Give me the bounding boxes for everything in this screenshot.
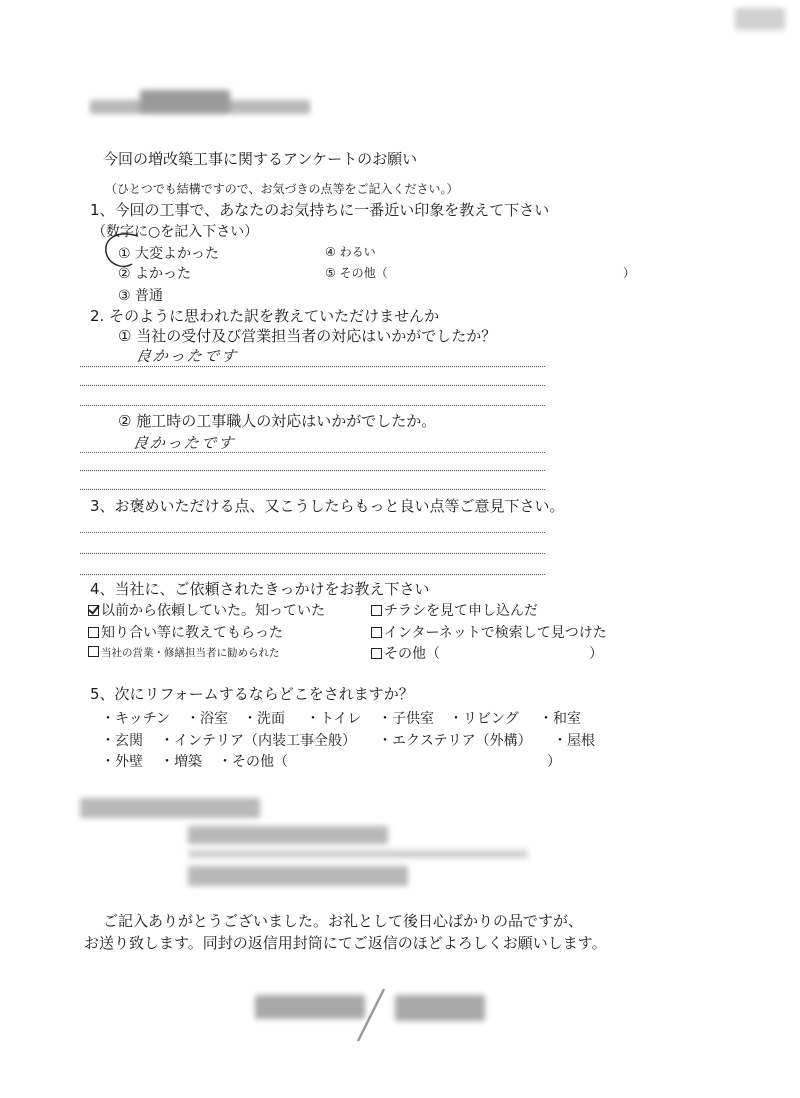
q1-option-1: ① 大変よかった — [118, 246, 220, 262]
checkbox[interactable] — [371, 605, 382, 616]
q5-item: ・洗面 — [243, 711, 285, 727]
q5-item: ・外壁 — [101, 754, 143, 770]
question-2-sub-1: ① 当社の受付及び営業担当者の対応はいかがでしたか？ — [118, 327, 497, 345]
q4-option-6-close: ） — [589, 646, 603, 662]
q1-option-4: ④ わるい — [325, 245, 376, 259]
answer-line — [80, 405, 545, 406]
q1-option-5: ⑤ その他（ — [325, 266, 388, 280]
q5-item: ・インテリア（内装工事全般） — [160, 733, 356, 749]
q5-item: ・トイレ — [306, 711, 362, 727]
redacted-corner — [735, 8, 785, 30]
q5-item: ・子供室 — [378, 711, 434, 727]
question-3: 3、お褒めいただける点、又こうしたらもっと良い点等ご意見下さい。 — [90, 497, 565, 515]
redacted-address-line — [188, 850, 528, 858]
answer-line — [80, 452, 545, 453]
question-4: 4、当社に、ご依頼されたきっかけをお教え下さい — [90, 580, 430, 598]
redacted-stamp-right — [395, 995, 485, 1021]
page-subtitle: （ひとつでも結構ですので、お気づきの点等をご記入ください。） — [105, 182, 459, 196]
redacted-name-mark — [140, 90, 230, 112]
q1-option-3: ③ 普通 — [118, 288, 164, 304]
q4-option-2[interactable]: チラシを見て申し込んだ — [371, 600, 538, 620]
closing-line-1: ご記入ありがとうございました。お礼として後日心ばかりの品ですが、 — [103, 912, 584, 930]
checkbox[interactable] — [371, 627, 382, 638]
q4-option-6[interactable]: その他（ — [371, 643, 440, 663]
q5-item: ・エクステリア（外構） — [378, 733, 532, 749]
checkbox[interactable] — [371, 648, 382, 659]
q5-item: ・リビング — [449, 711, 519, 727]
checkbox[interactable] — [88, 646, 99, 657]
q5-item: ・その他（ — [218, 754, 288, 770]
answer-line — [80, 470, 545, 471]
question-5: 5、次にリフォームするならどこをされますか？ — [90, 685, 414, 703]
answer-2-1: 良かったです — [134, 347, 240, 365]
q5-item: ・増築 — [160, 754, 202, 770]
redacted-phone-line — [188, 866, 408, 886]
question-2-sub-2: ② 施工時の工事職人の対応はいかがでしたか。 — [118, 412, 437, 430]
question-1: 1、今回の工事で、あなたのお気持ちに一番近い印象を教えて下さい — [90, 201, 550, 219]
question-1-instruction: （数字に○を記入下さい） — [92, 224, 259, 240]
checkbox-checked[interactable] — [88, 605, 99, 616]
closing-line-2: お送り致します。同封の返信用封筒にてご返信のほどよろしくお願いします。 — [84, 934, 607, 952]
answer-line — [80, 366, 545, 367]
redacted-company-name — [80, 798, 260, 818]
redacted-stamp-left — [255, 995, 365, 1019]
answer-line — [80, 553, 545, 554]
q5-item: ・和室 — [539, 711, 581, 727]
answer-2-2: 良かったです — [131, 434, 237, 452]
q4-option-3[interactable]: 知り合い等に教えてもらった — [88, 622, 283, 642]
q5-item: ・屋根 — [553, 733, 595, 749]
q4-option-5[interactable]: 当社の営業・修繕担当者に勧められた — [88, 645, 280, 660]
answer-line — [80, 489, 545, 490]
question-2: 2. そのように思われた訳を教えていただけませんか — [90, 307, 440, 325]
page-title: 今回の増改築工事に関するアンケートのお願い — [103, 150, 418, 168]
stamp-slash — [350, 985, 390, 1045]
q5-item: ・浴室 — [186, 711, 228, 727]
q4-option-4[interactable]: インターネットで検索して見つけた — [371, 622, 607, 642]
q1-option-5-close: ） — [623, 266, 636, 280]
q5-item: ・玄関 — [101, 733, 143, 749]
q1-option-2: ② よかった — [118, 266, 192, 282]
q5-other-close: ） — [547, 754, 561, 770]
checkbox[interactable] — [88, 627, 99, 638]
redacted-address-line — [188, 826, 388, 844]
answer-line — [80, 385, 545, 386]
q5-item: ・キッチン — [101, 711, 171, 727]
q4-option-1[interactable]: 以前から依頼していた。知っていた — [88, 600, 325, 620]
answer-line — [80, 532, 545, 533]
answer-line — [80, 574, 545, 575]
